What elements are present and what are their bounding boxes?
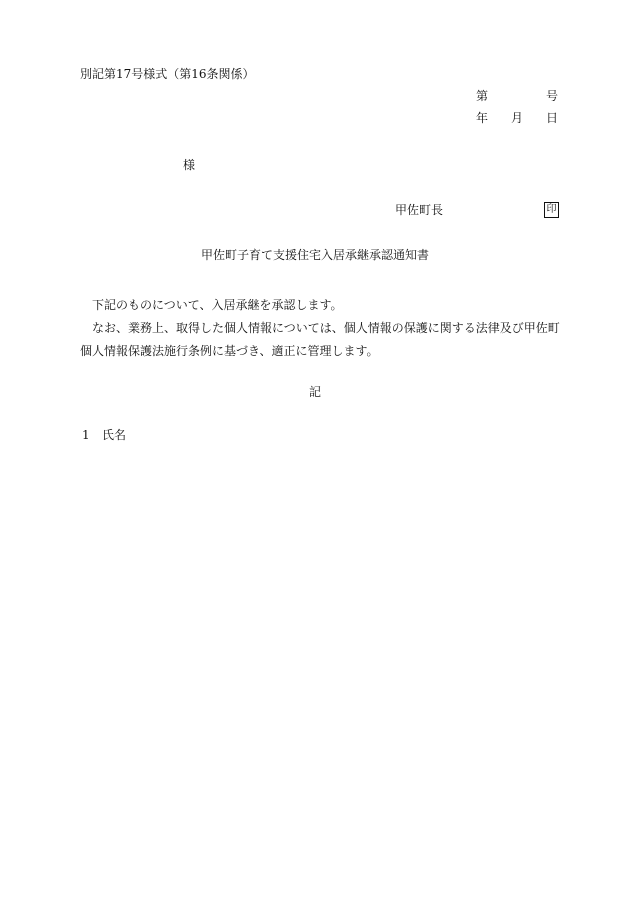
body-text [80, 294, 560, 363]
item-label: 氏名 [102, 428, 127, 442]
date-month-label: 月 [511, 111, 524, 125]
seal-stamp: 印 [544, 202, 559, 218]
paragraph-privacy: なお、業務上、取得した個人情報については、個人情報の保護に関する法律及び甲佐町個人情報保護法施行条例に基づき、適正に管理します。 [80, 321, 560, 358]
item-row [82, 427, 126, 443]
document-title: 甲佐町子育て支援住宅入居承継承認通知書 [200, 248, 429, 262]
addressee-honorific: 様 [183, 158, 196, 172]
date-year-label: 年 [476, 111, 489, 125]
item-number: 1 [82, 428, 90, 442]
document-number-prefix: 第 [476, 89, 489, 103]
ki-heading: 記 [308, 385, 321, 399]
issuer-name: 甲佐町長 [395, 203, 444, 217]
paragraph-approval: 下記のものについて、入居承継を承認します。 [92, 298, 343, 312]
date-day-label: 日 [546, 111, 559, 125]
document-number-suffix: 号 [546, 89, 559, 103]
form-reference: 別記第17号様式（第16条関係） [80, 67, 255, 81]
